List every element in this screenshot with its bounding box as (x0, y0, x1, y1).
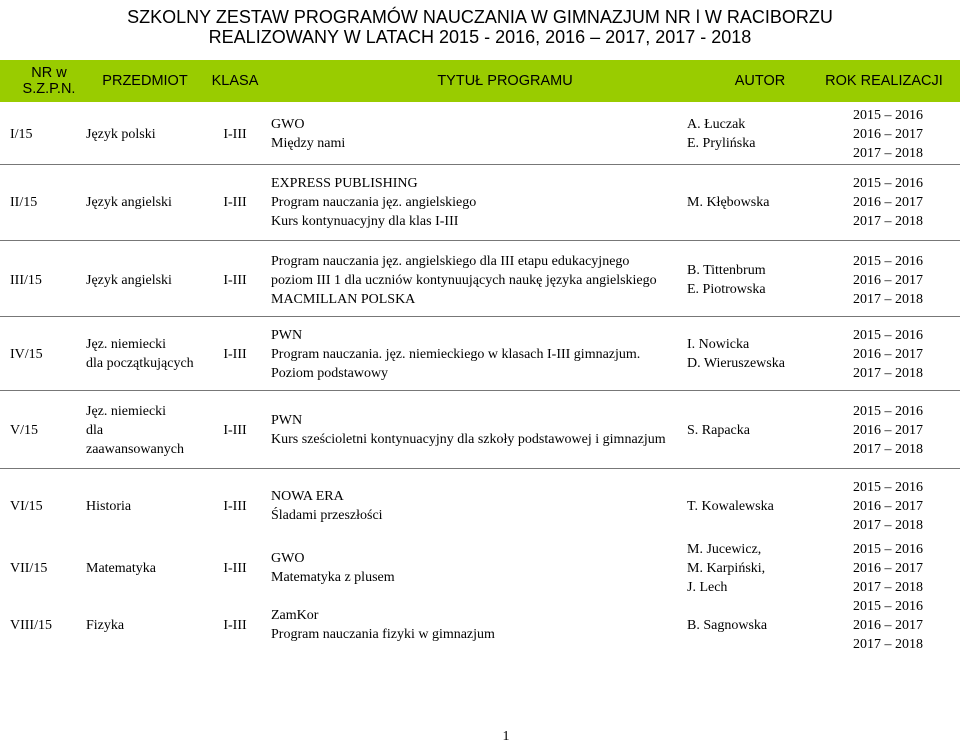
cell-tytul (271, 392, 681, 468)
cell-nr-line: III/15 (10, 272, 42, 288)
table-row (0, 596, 960, 654)
cell-nr-line: VII/15 (10, 560, 48, 576)
cell-klasa-line: I-III (223, 194, 247, 210)
cell-klasa (212, 392, 258, 468)
cell-przedmiot (86, 538, 206, 598)
cell-klasa (212, 318, 258, 390)
cell-autor-line: B. Sagnowska (687, 617, 768, 633)
cell-autor-line: E. Piotrowska (687, 282, 766, 297)
header-rok: ROK REALIZACJI (825, 73, 943, 89)
cell-przedmiot-line: Język angielski (86, 194, 172, 210)
cell-przedmiot-line: zaawansowanych (86, 441, 184, 457)
cell-przedmiot-line: Matematyka (86, 560, 156, 576)
document-title-line2: REALIZOWANY W LATACH 2015 - 2016, 2016 – 2017, 2017 - 2018 (208, 27, 752, 47)
cell-tytul-line: PWN (271, 413, 303, 428)
cell-lata (818, 476, 958, 536)
cell-tytul (271, 104, 681, 164)
cell-nr (10, 538, 80, 598)
cell-lata (818, 596, 958, 654)
row-divider (0, 390, 960, 391)
cell-autor (687, 392, 802, 468)
table-row (0, 538, 960, 598)
header-nr-line1: NR w (31, 65, 67, 81)
row-divider (0, 240, 960, 241)
cell-przedmiot (86, 392, 206, 468)
cell-klasa (212, 166, 258, 238)
cell-przedmiot (86, 246, 206, 314)
cell-lata (818, 246, 958, 314)
cell-autor (687, 104, 802, 164)
cell-przedmiot-line: dla (86, 422, 104, 438)
cell-klasa (212, 538, 258, 598)
cell-autor (687, 476, 802, 536)
document-title-line1: SZKOLNY ZESTAW PROGRAMÓW NAUCZANIA W GIMNAZJUM NR l W RACIBORZU (127, 7, 833, 27)
cell-klasa-line: I-III (223, 560, 247, 576)
cell-klasa-line: I-III (223, 422, 247, 438)
header-tytul: TYTUŁ PROGRAMU (437, 73, 573, 89)
cell-przedmiot (86, 104, 206, 164)
cell-przedmiot (86, 166, 206, 238)
cell-tytul-line: EXPRESS PUBLISHING (271, 175, 418, 191)
cell-tytul-line: Kurs sześcioletni kontynuacyjny dla szkoły podstawowej i gimnazjum (271, 432, 666, 447)
cell-lata-line: 2017 – 2018 (853, 579, 923, 595)
cell-lata-line: 2016 – 2017 (853, 272, 923, 288)
cell-lata (818, 166, 958, 238)
header-nr (14, 60, 84, 102)
cell-autor-line: S. Rapacka (687, 422, 750, 438)
cell-lata (818, 104, 958, 164)
header-nr-line2: S.Z.P.N. (22, 81, 76, 97)
cell-lata-line: 2015 – 2016 (853, 175, 923, 191)
page-number: 1 (502, 729, 510, 744)
cell-tytul-line: PWN (271, 327, 303, 343)
cell-tytul-line: Program nauczania jęz. angielskiego (271, 194, 477, 210)
cell-autor-line: E. Prylińska (687, 136, 756, 151)
cell-przedmiot (86, 596, 206, 654)
cell-autor (687, 596, 802, 654)
cell-lata-line: 2015 – 2016 (853, 327, 923, 343)
table-row (0, 318, 960, 390)
table-row (0, 392, 960, 468)
cell-lata-line: 2015 – 2016 (853, 479, 923, 495)
cell-klasa (212, 246, 258, 314)
cell-nr (10, 476, 80, 536)
cell-lata-line: 2015 – 2016 (853, 403, 923, 419)
cell-tytul-line: Między nami (271, 136, 346, 151)
cell-przedmiot-line: Fizyka (86, 617, 125, 633)
cell-autor-line: M. Karpiński, (687, 560, 766, 576)
cell-klasa-line: I-III (223, 126, 247, 142)
cell-nr (10, 596, 80, 654)
cell-autor (687, 318, 802, 390)
cell-tytul-line: poziom III 1 dla uczniów kontynuujących naukę języka angielskiego (271, 272, 657, 288)
cell-klasa (212, 476, 258, 536)
header-autor: AUTOR (734, 73, 786, 89)
cell-lata-line: 2016 – 2017 (853, 498, 923, 514)
cell-nr (10, 166, 80, 238)
cell-lata (818, 538, 958, 598)
cell-lata-line: 2017 – 2018 (853, 291, 923, 307)
cell-lata-line: 2017 – 2018 (853, 636, 923, 652)
cell-autor-line: J. Lech (687, 579, 728, 595)
row-divider (0, 164, 960, 165)
cell-autor-line: I. Nowicka (687, 337, 750, 352)
cell-lata-line: 2016 – 2017 (853, 126, 923, 142)
cell-autor-line: D. Wieruszewska (687, 356, 785, 371)
table-row (0, 166, 960, 238)
cell-klasa (212, 104, 258, 164)
cell-przedmiot-line: Język polski (86, 126, 156, 142)
cell-autor-line: T. Kowalewska (687, 498, 774, 514)
cell-przedmiot-line: Historia (86, 498, 132, 514)
cell-lata (818, 392, 958, 468)
cell-lata-line: 2015 – 2016 (853, 598, 923, 614)
cell-tytul-line: Matematyka z plusem (271, 570, 395, 585)
cell-lata (818, 318, 958, 390)
cell-klasa-line: I-III (223, 346, 247, 362)
cell-lata-line: 2015 – 2016 (853, 541, 923, 557)
cell-tytul (271, 246, 681, 314)
cell-przedmiot-line: Język angielski (86, 272, 172, 288)
cell-nr (10, 246, 80, 314)
cell-tytul-line: Śladami przeszłości (271, 508, 383, 523)
cell-lata-line: 2017 – 2018 (853, 441, 923, 457)
cell-autor-line: B. Tittenbrum (687, 263, 766, 278)
cell-nr-line: VI/15 (10, 498, 43, 514)
cell-tytul (271, 166, 681, 238)
header-przedmiot: PRZEDMIOT (102, 73, 188, 89)
cell-tytul (271, 476, 681, 536)
cell-nr (10, 104, 80, 164)
cell-tytul-line: GWO (271, 551, 305, 566)
cell-nr-line: I/15 (10, 126, 33, 142)
cell-przedmiot (86, 476, 206, 536)
cell-klasa-line: I-III (223, 498, 247, 514)
table-row (0, 476, 960, 536)
table-row (0, 246, 960, 314)
cell-nr-line: V/15 (10, 422, 38, 438)
table-row (0, 104, 960, 164)
cell-autor (687, 538, 802, 598)
cell-tytul-line: Kurs kontynuacyjny dla klas I-III (271, 213, 459, 229)
cell-nr-line: VIII/15 (10, 617, 52, 633)
cell-lata-line: 2016 – 2017 (853, 617, 923, 633)
cell-lata-line: 2015 – 2016 (853, 253, 923, 269)
cell-tytul (271, 538, 681, 598)
cell-tytul (271, 596, 681, 654)
cell-tytul-line: ZamKor (271, 608, 319, 623)
cell-autor (687, 246, 802, 314)
cell-tytul-line: NOWA ERA (271, 489, 344, 504)
row-divider (0, 468, 960, 469)
cell-klasa (212, 596, 258, 654)
cell-lata-line: 2016 – 2017 (853, 560, 923, 576)
header-klasa: KLASA (211, 73, 259, 89)
cell-nr-line: II/15 (10, 194, 38, 210)
cell-tytul-line: MACMILLAN POLSKA (271, 291, 416, 307)
cell-autor (687, 166, 802, 238)
cell-lata-line: 2016 – 2017 (853, 422, 923, 438)
cell-przedmiot-line: dla początkujących (86, 356, 194, 371)
cell-lata-line: 2016 – 2017 (853, 346, 923, 362)
cell-nr (10, 318, 80, 390)
cell-autor-line: M. Jucewicz, (687, 541, 762, 557)
cell-tytul-line: Program nauczania. jęz. niemieckiego w klasach I-III gimnazjum. (271, 346, 641, 362)
cell-przedmiot-line: Jęz. niemiecki (86, 337, 167, 352)
cell-tytul-line: Poziom podstawowy (271, 365, 389, 381)
cell-autor-line: A. Łuczak (687, 117, 746, 132)
cell-nr (10, 392, 80, 468)
cell-lata-line: 2017 – 2018 (853, 145, 923, 161)
cell-przedmiot-line: Jęz. niemiecki (86, 403, 167, 419)
cell-lata-line: 2015 – 2016 (853, 107, 923, 123)
cell-tytul-line: Program nauczania jęz. angielskiego dla III etapu edukacyjnego (271, 253, 630, 269)
cell-przedmiot (86, 318, 206, 390)
cell-klasa-line: I-III (223, 272, 247, 288)
cell-tytul-line: GWO (271, 117, 305, 132)
cell-nr-line: IV/15 (10, 346, 43, 362)
cell-klasa-line: I-III (223, 617, 247, 633)
cell-lata-line: 2017 – 2018 (853, 213, 923, 229)
row-divider (0, 316, 960, 317)
cell-tytul (271, 318, 681, 390)
cell-tytul-line: Program nauczania fizyki w gimnazjum (271, 627, 495, 642)
cell-lata-line: 2016 – 2017 (853, 194, 923, 210)
table-header (0, 60, 960, 102)
cell-lata-line: 2017 – 2018 (853, 517, 923, 533)
cell-lata-line: 2017 – 2018 (853, 365, 923, 381)
cell-autor-line: M. Kłębowska (687, 194, 770, 210)
